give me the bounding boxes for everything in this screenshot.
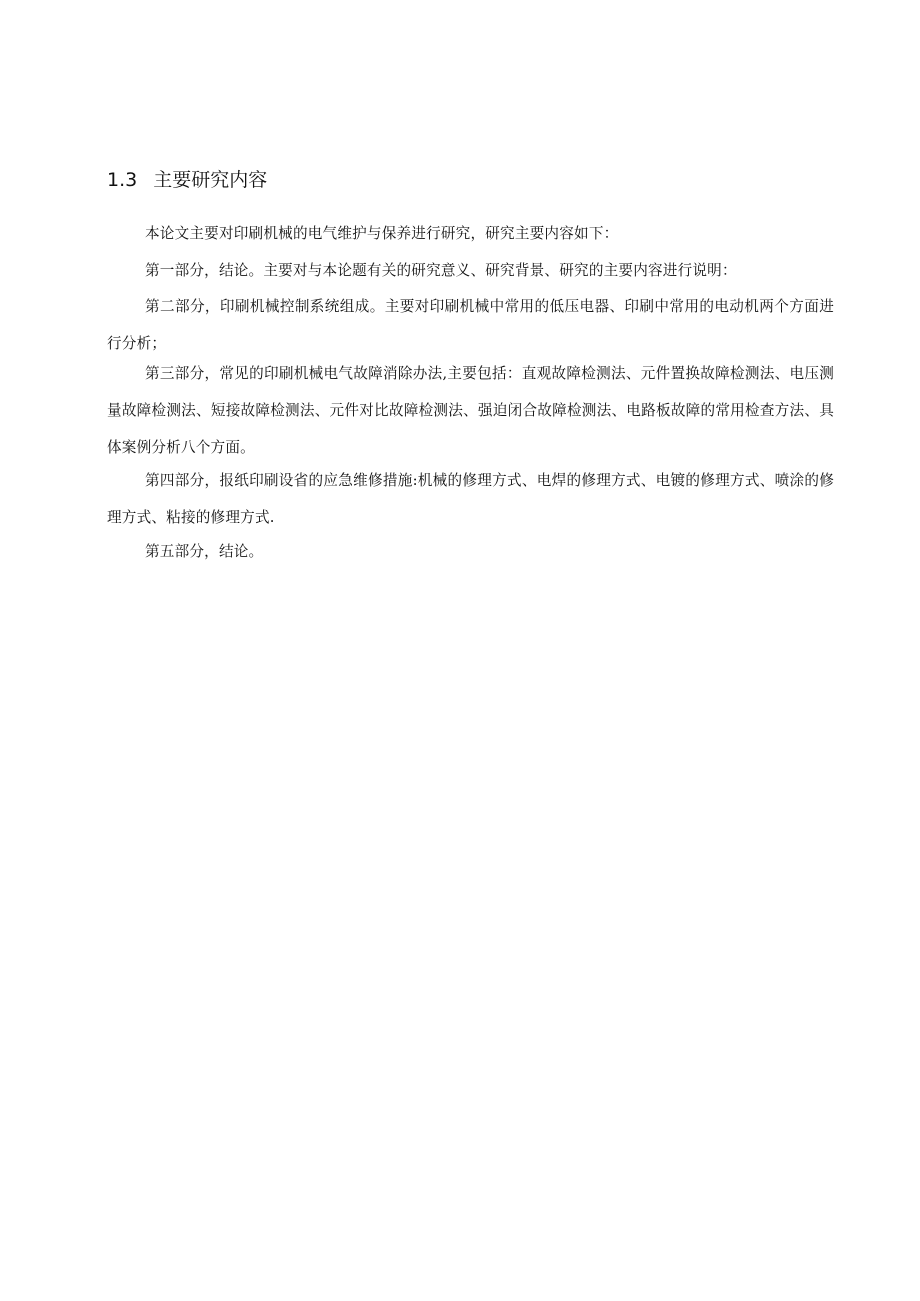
part-three-paragraph: 第三部分，常见的印刷机械电气故障消除办法,主要包括：直观故障检测法、元件置换故障检测法、电压测量故障检测法、短接故障检测法、元件对比故障检测法、强迫闭合故障检测法、电路板故障的常用检查方法、具体案例分析八个方面。 bbox=[107, 365, 834, 456]
part-two-paragraph: 第二部分，印刷机械控制系统组成。主要对印刷机械中常用的低压电器、印刷中常用的电动机两个方面进行分析； bbox=[107, 298, 834, 352]
section-heading bbox=[107, 167, 267, 193]
part-one-paragraph: 第一部分，结论。主要对与本论题有关的研究意义、研究背景、研究的主要内容进行说明： bbox=[145, 262, 737, 279]
section-title: 主要研究内容 bbox=[153, 169, 268, 191]
part-four-paragraph: 第四部分，报纸印刷设省的应急维修措施:机械的修理方式、电焊的修理方式、电镀的修理方式、喷涂的修理方式、粘接的修理方式. bbox=[107, 472, 834, 526]
intro-paragraph: 本论文主要对印刷机械的电气维护与保养进行研究，研究主要内容如下： bbox=[145, 225, 619, 242]
section-number: 1.3 bbox=[107, 169, 138, 191]
part-five-paragraph: 第五部分，结论。 bbox=[145, 543, 264, 560]
